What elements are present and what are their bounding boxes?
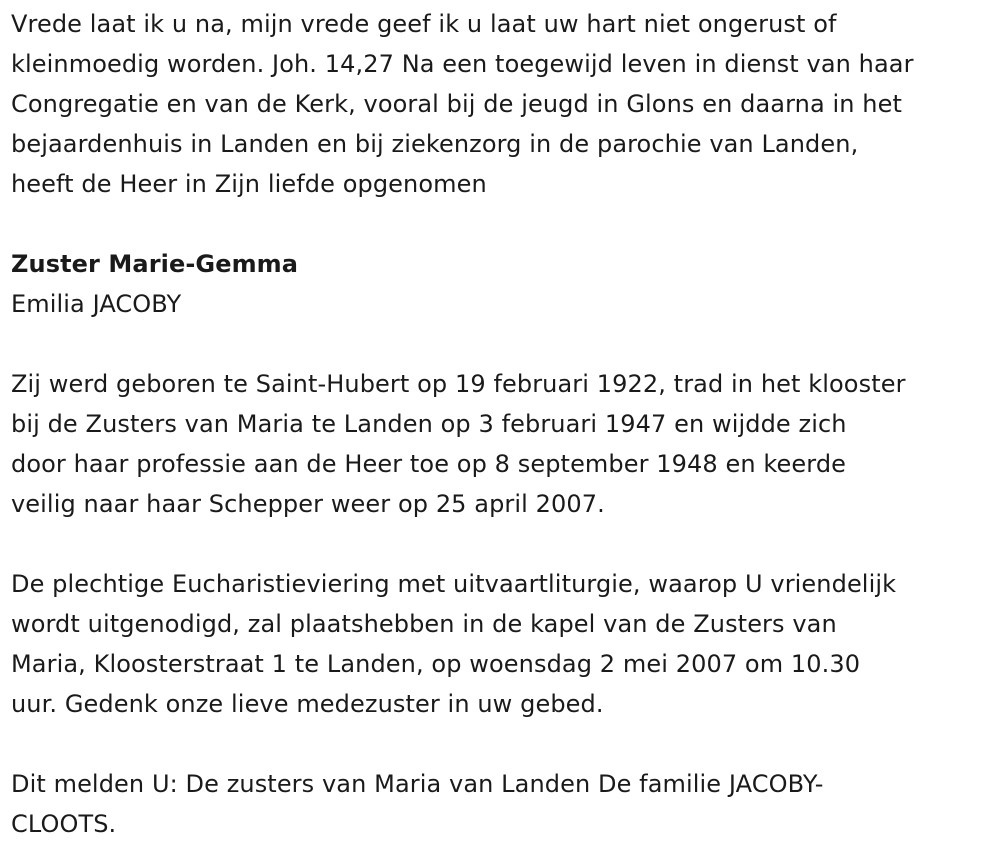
- spacer: [11, 524, 991, 564]
- spacer: [11, 724, 991, 764]
- spacer: [11, 324, 991, 364]
- religious-name: Zuster Marie-Gemma: [11, 250, 299, 278]
- funeral-paragraph: De plechtige Eucharistieviering met uitvaartliturgie, waarop U vriendelijk wordt uitgenodigd, zal plaatshebben in de kapel van de Zusters van Maria, Kloosterstraat 1 te Landen, op woensdag 2 mei 2007 om 10.30 uur. Gedenk onze lieve medezuster in uw gebed.: [11, 570, 897, 718]
- spacer: [11, 204, 991, 244]
- biography-paragraph: Zij werd geboren te Saint-Hubert op 19 februari 1922, trad in het klooster bij de Zusters van Maria te Landen op 3 februari 1947 en wijdde zich door haar professie aan de Heer toe op 8 september 1948 en keerde veilig naar haar Schepper weer op 25 april 2007.: [11, 370, 906, 518]
- obituary-document: [11, 4, 991, 844]
- announcement-paragraph: Dit melden U: De zusters van Maria van Landen De familie JACOBY- CLOOTS.: [11, 770, 824, 838]
- intro-paragraph: Vrede laat ik u na, mijn vrede geef ik u laat uw hart niet ongerust of kleinmoedig worden. Joh. 14,27 Na een toegewijd leven in dienst van haar Congregatie en van de Kerk, vooral bij de jeugd in Glons en daarna in het bejaardenhuis in Landen en bij ziekenzorg in de parochie van Landen, heeft de Heer in Zijn liefde opgenomen: [11, 10, 914, 198]
- civil-name: Emilia JACOBY: [11, 290, 182, 318]
